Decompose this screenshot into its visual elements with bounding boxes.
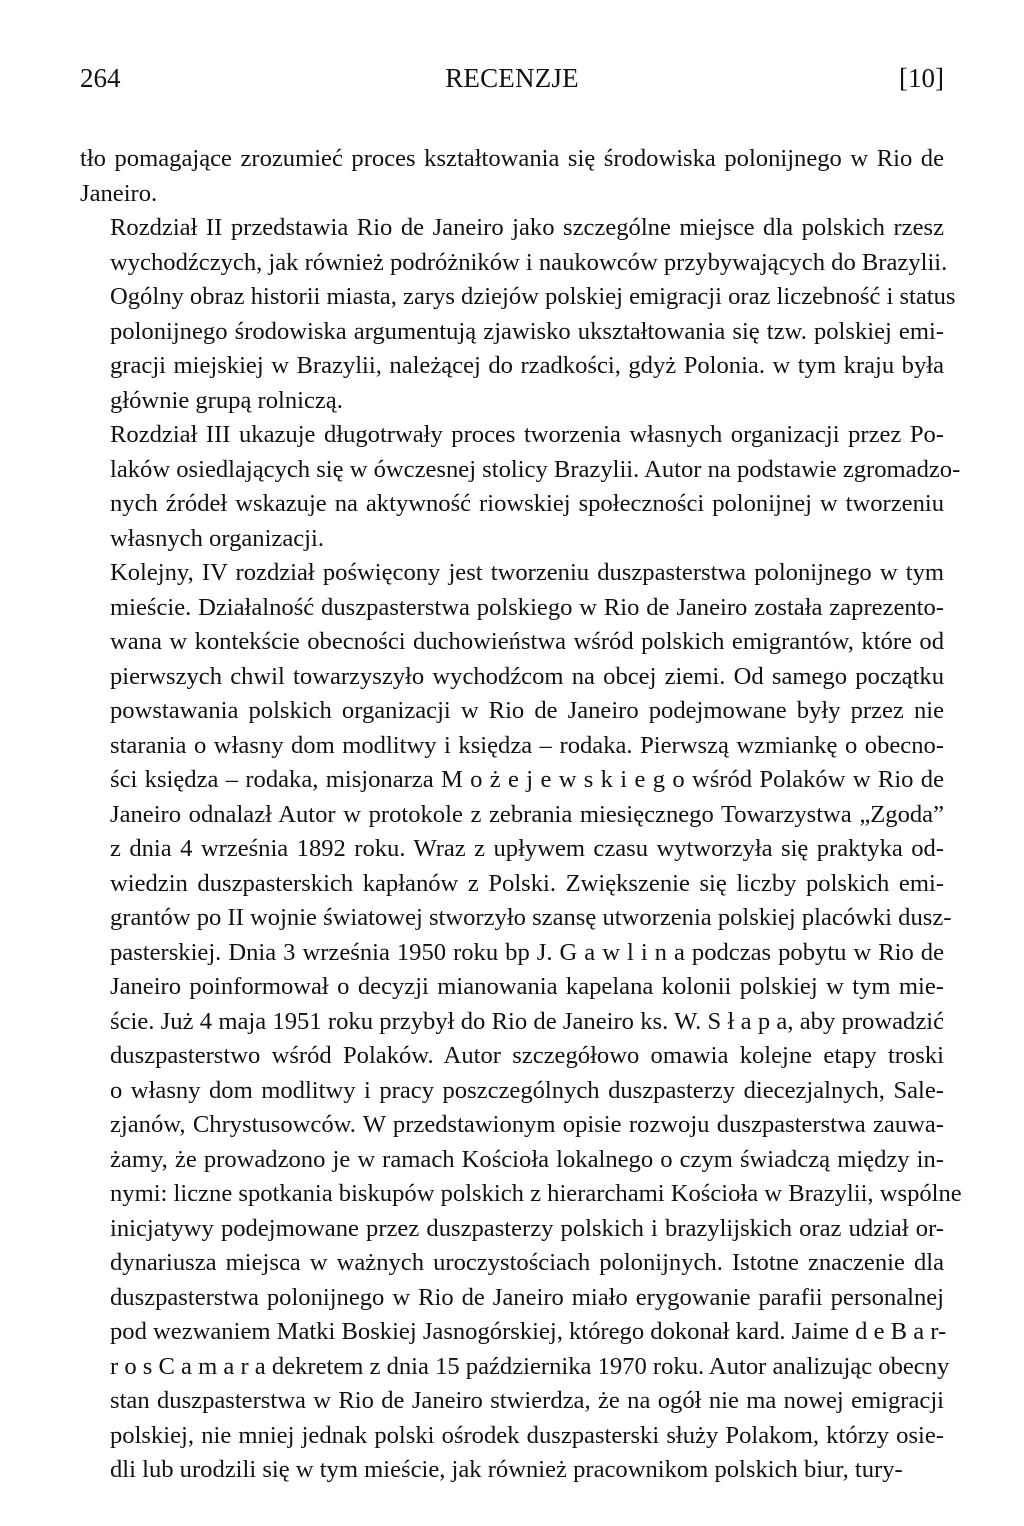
text-line: żamy, że prowadzono je w ramach Kościoła lokalnego o czym świadczą między in- [110,1145,944,1173]
text-line: dynariusza miejsca w ważnych uroczystościach polonijnych. Istotne znaczenie dla [110,1249,944,1276]
text-line: ście. Już 4 maja 1951 roku przybył do Rio de Janeiro ks. W. S ł a p a, aby prowadzić [110,1007,944,1035]
body-text [80,142,962,1488]
text-line: Kolejny, IV rozdział poświęcony jest tworzeniu duszpasterstwa polonijnego w tym [110,559,944,586]
running-title: RECENZJE [445,63,579,93]
text-line: stan duszpasterstwa w Rio de Janeiro stwierdza, że na ogół nie ma nowej emigracji [110,1387,944,1414]
text-line: duszpasterstwo wśród Polaków. Autor szczegółowo omawia kolejne etapy troski [110,1042,944,1069]
text-line: mieście. Działalność duszpasterstwa polskiego w Rio de Janeiro została zaprezento- [110,593,944,621]
paragraph [80,418,961,556]
text-line: wiedzin duszpasterskich kapłanów z Polski. Zwiększenie się liczby polskich emi- [110,869,944,897]
text-line: Rozdział III ukazuje długotrwały proces tworzenia własnych organizacji przez Po- [110,421,944,448]
paragraph [80,142,944,211]
running-head [80,58,944,98]
text-line: własnych organizacji. [110,524,324,552]
text-line: pierwszych chwil towarzyszyło wychodźcom na obcej ziemi. Od samego początku [110,662,944,690]
text-line: polonijnego środowiska argumentują zjawisko ukształtowania się tzw. polskiej emi- [110,317,944,345]
page [80,58,962,1488]
text-line: nych źródeł wskazuje na aktywność riowskiej społeczności polonijnej w tworzeniu [110,490,944,517]
paragraph [80,556,962,1488]
page-number: 264 [80,63,121,93]
text-line: ści księdza – rodaka, misjonarza M o ż e j e w s k i e g o wśród Polaków w Rio de [110,766,944,793]
paragraph [80,211,956,418]
text-line: polskiej, nie mniej jednak polski ośrodek duszpasterski służy Polakom, którzy osie- [110,1421,944,1449]
text-line: Janeiro poinformował o decyzji mianowania kapelana kolonii polskiej w tym mie- [110,973,944,1000]
text-line: inicjatywy podejmowane przez duszpasterzy polskich i brazylijskich oraz udział or- [110,1214,944,1242]
text-line: Rozdział II przedstawia Rio de Janeiro jako szczególne miejsce dla polskich rzesz [110,214,944,241]
text-line: duszpasterstwa polonijnego w Rio de Janeiro miało erygowanie parafii personalnej [110,1283,944,1311]
text-line: powstawania polskich organizacji w Rio de Janeiro podejmowane były przez nie [110,697,944,724]
text-line: grantów po II wojnie światowej stworzyło szansę utworzenia polskiej placówki dusz- [110,904,952,931]
text-line: wychodźczych, jak również podróżników i naukowców przybywających do Brazylii. [110,248,948,276]
text-line: nymi: liczne spotkania biskupów polskich z hierarchami Kościoła w Brazylii, wspólne [110,1180,962,1207]
text-line: gracji miejskiej w Brazylii, należącej do rzadkości, gdyż Polonia. w tym kraju była [110,352,944,379]
text-line: pasterskiej. Dnia 3 września 1950 roku bp J. G a w l i n a podczas pobytu w Rio de [110,938,944,966]
text-line: laków osiedlających się w ówczesnej stolicy Brazylii. Autor na podstawie zgromadzo- [110,455,961,483]
text-line: starania o własny dom modlitwy i księdza – rodaka. Pierwszą wzmiankę o obecno- [110,731,944,759]
text-line: r o s C a m a r a dekretem z dnia 15 października 1970 roku. Autor analizując obecny [110,1352,950,1380]
text-line: Janeiro odnalazł Autor w protokole z zebrania miesięcznego Towarzystwa „Zgoda” [110,800,944,828]
section-number: [10] [899,63,944,93]
text-line: z dnia 4 września 1892 roku. Wraz z upływem czasu wytworzyła się praktyka od- [110,835,944,862]
text-line: zjanów, Chrystusowców. W przedstawionym opisie rozwoju duszpasterstwa zauwa- [110,1111,944,1138]
text-line: tło pomagające zrozumieć proces kształtowania się środowiska polonijnego w Rio de [80,145,944,172]
text-line: dli lub urodzili się w tym mieście, jak również pracownikom polskich biur, tury- [110,1456,903,1483]
text-line: Ogólny obraz historii miasta, zarys dziejów polskiej emigracji oraz liczebność i status [110,283,956,310]
text-line: o własny dom modlitwy i pracy poszczególnych duszpasterzy diecezjalnych, Sale- [110,1076,944,1104]
text-line: wana w kontekście obecności duchowieństwa wśród polskich emigrantów, które od [110,628,944,655]
text-line: Janeiro. [80,179,158,207]
text-line: pod wezwaniem Matki Boskiej Jasnogórskiej, którego dokonał kard. Jaime d e B a r- [110,1318,947,1345]
text-line: głównie grupą rolniczą. [110,386,343,414]
